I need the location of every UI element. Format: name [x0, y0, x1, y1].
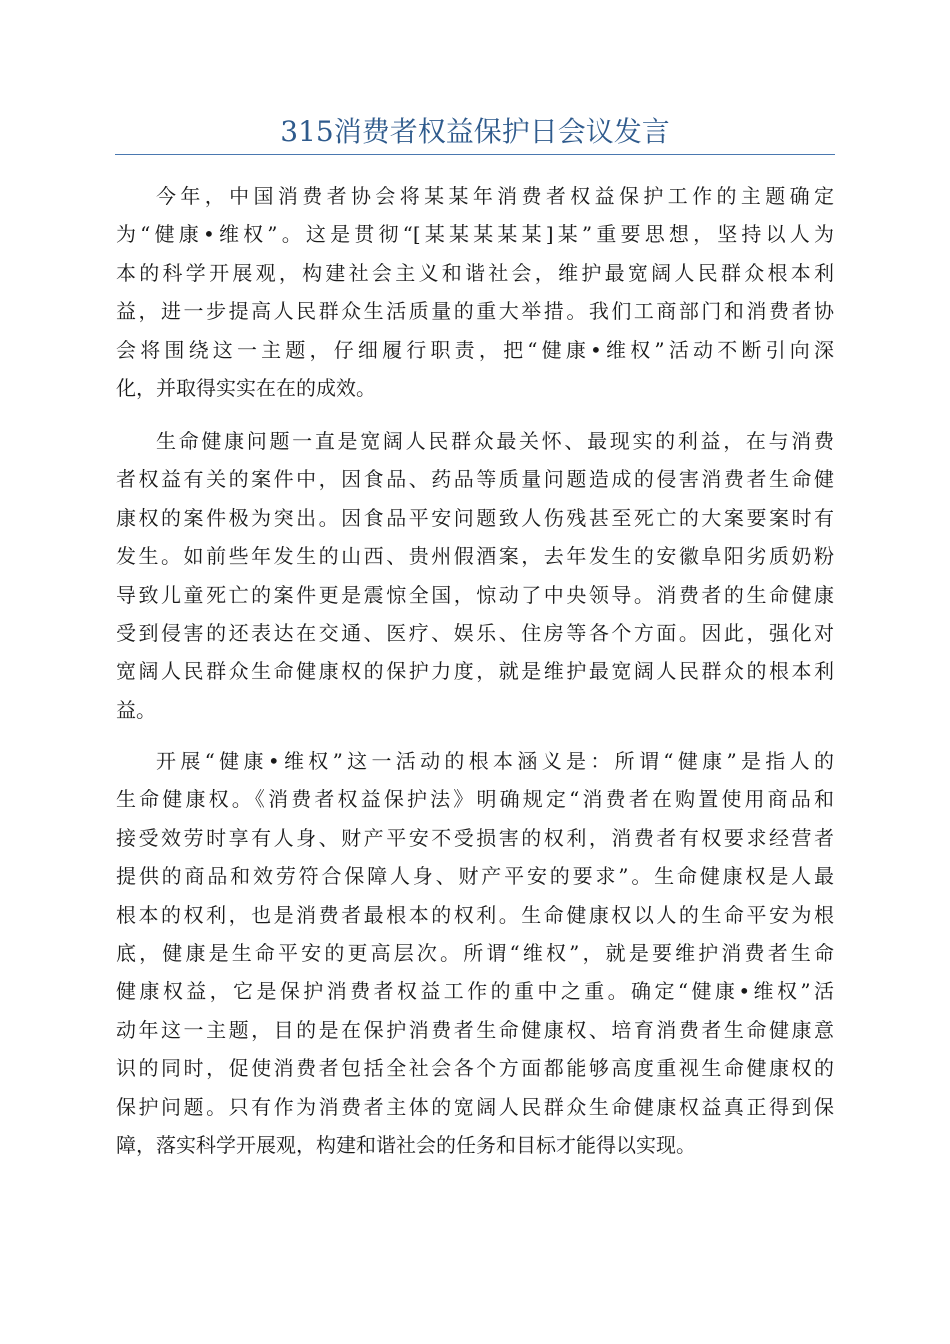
paragraph-line: 发生。如前些年发生的山西、贵州假酒案，去年发生的安徽阜阳劣质奶粉	[116, 544, 834, 569]
paragraph-line: 开展“健康•维权”这一活动的根本涵义是：所谓“健康”是指人的	[156, 749, 834, 773]
paragraph-line: 生命健康问题一直是宽阔人民群众最关怀、最现实的利益，在与消费	[156, 429, 834, 453]
paragraph-line: 保护问题。只有作为消费者主体的宽阔人民群众生命健康权益真正得到保	[116, 1094, 834, 1119]
paragraph-line: 者权益有关的案件中，因食品、药品等质量问题造成的侵害消费者生命健	[116, 467, 834, 492]
paragraph-line: 康权的案件极为突出。因食品平安问题致人伤残甚至死亡的大案要案时有	[116, 505, 834, 530]
paragraph-line: 障，落实科学开展观，构建和谐社会的任务和目标才能得以实现。	[116, 1132, 696, 1157]
paragraph-3	[116, 742, 834, 1164]
title-underline	[115, 154, 835, 155]
paragraph-line: 益，进一步提高人民群众生活质量的重大举措。我们工商部门和消费者协	[116, 299, 834, 324]
paragraph-line: 底，健康是生命平安的更高层次。所谓“维权”，就是要维护消费者生命	[116, 940, 834, 965]
paragraph-line: 提供的商品和效劳符合保障人身、财产平安的要求”。生命健康权是人最	[116, 864, 834, 889]
paragraph-line: 受到侵害的还表达在交通、医疗、娱乐、住房等各个方面。因此，强化对	[116, 620, 834, 645]
paragraph-line: 本的科学开展观，构建社会主义和谐社会，维护最宽阔人民群众根本利	[116, 260, 834, 285]
paragraph-line: 根本的权利，也是消费者最根本的权利。生命健康权以人的生命平安为根	[116, 902, 834, 927]
paragraph-line: 识的同时，促使消费者包括全社会各个方面都能够高度重视生命健康权的	[116, 1056, 834, 1081]
paragraph-1	[116, 177, 834, 407]
paragraph-line: 益。	[116, 697, 156, 722]
paragraph-line: 化，并取得实实在在的成效。	[116, 375, 376, 400]
paragraph-2	[116, 422, 834, 729]
paragraph-line: 生命健康权。《消费者权益保护法》明确规定“消费者在购置使用商品和	[116, 787, 834, 812]
paragraph-line: 今年，中国消费者协会将某某年消费者权益保护工作的主题确定	[156, 184, 834, 208]
document-title: 315消费者权益保护日会议发言	[280, 115, 670, 148]
paragraph-line: 为“健康•维权”。这是贯彻“[某某某某某]某”重要思想，坚持以人为	[116, 222, 834, 247]
paragraph-line: 导致儿童死亡的案件更是震惊全国，惊动了中央领导。消费者的生命健康	[116, 582, 834, 607]
paragraph-line: 接受效劳时享有人身、财产平安不受损害的权利，消费者有权要求经营者	[116, 825, 834, 850]
paragraph-line: 会将围绕这一主题，仔细履行职责，把“健康•维权”活动不断引向深	[116, 337, 834, 362]
paragraph-line: 健康权益，它是保护消费者权益工作的重中之重。确定“健康•维权”活	[116, 979, 834, 1004]
paragraph-line: 宽阔人民群众生命健康权的保护力度，就是维护最宽阔人民群众的根本利	[116, 659, 834, 684]
paragraph-line: 动年这一主题，目的是在保护消费者生命健康权、培育消费者生命健康意	[116, 1017, 834, 1042]
